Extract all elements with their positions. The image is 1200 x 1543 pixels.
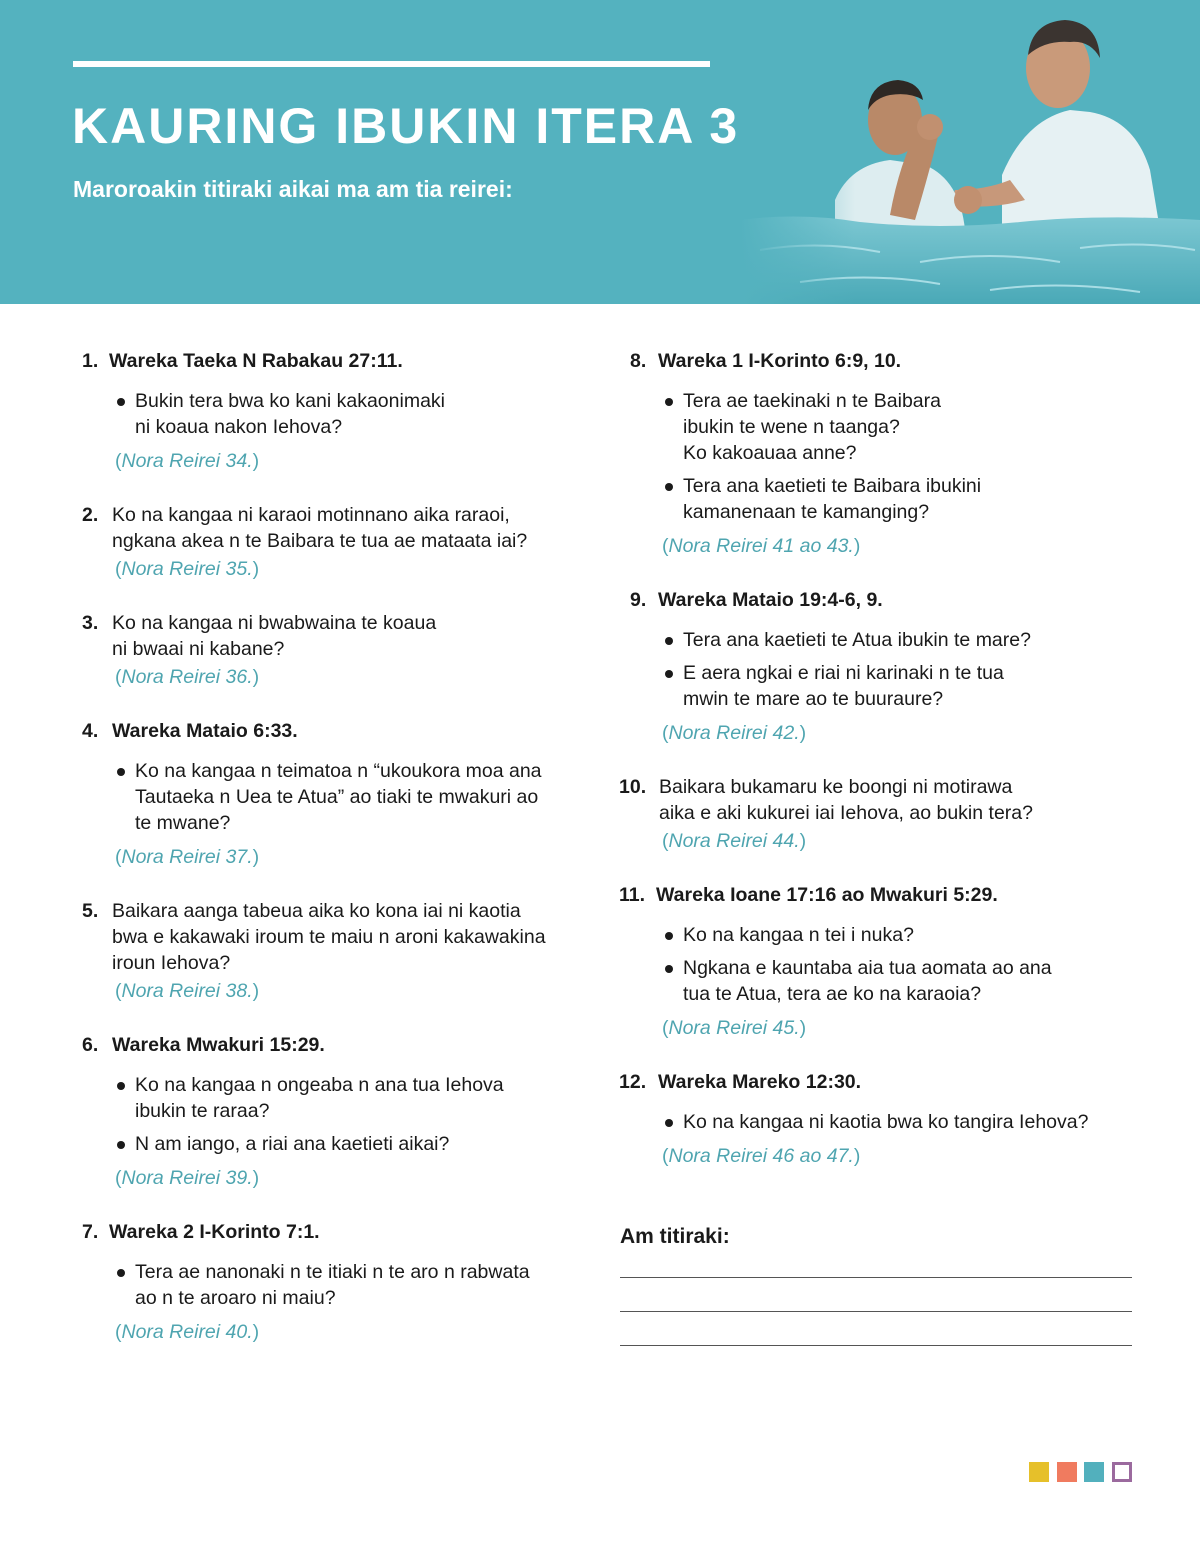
- question-12: [619, 1069, 1159, 1169]
- reference-link[interactable]: (Nora Reirei 44.): [662, 830, 807, 852]
- question-heading: Wareka Mataio 6:33.: [112, 720, 298, 742]
- question-bullet: Tera ae nanonaki n te itiaki n te aro n rabwata ao n te aroaro ni maiu?: [117, 1259, 602, 1311]
- question-heading: Wareka Mataio 19:4-6, 9.: [658, 589, 883, 611]
- bullet-icon: [117, 1269, 125, 1277]
- question-3: [82, 610, 602, 690]
- question-number: 8.: [630, 350, 647, 372]
- bullet-icon: [665, 932, 673, 940]
- question-bullet: Ko na kangaa n ongeaba n ana tua Iehova ibukin te raraa?: [117, 1072, 602, 1124]
- reference-link[interactable]: (Nora Reirei 45.): [662, 1017, 807, 1039]
- question-number: 12.: [619, 1071, 647, 1093]
- note-line[interactable]: [620, 1277, 1132, 1278]
- teal-square-icon: [1084, 1462, 1104, 1482]
- question-4: [82, 718, 602, 870]
- page-title: KAURING IBUKIN ITERA 3: [72, 98, 740, 154]
- notes-title: Am titiraki:: [620, 1225, 730, 1248]
- question-bullet: Ko na kangaa n tei i nuka?: [665, 922, 1159, 948]
- bullet-icon: [117, 768, 125, 776]
- bullet-icon: [665, 398, 673, 406]
- question-6: [82, 1032, 602, 1191]
- question-9: [619, 587, 1159, 746]
- reference-link[interactable]: (Nora Reirei 37.): [115, 846, 260, 868]
- question-heading: Wareka Mwakuri 15:29.: [112, 1034, 325, 1056]
- bullet-icon: [117, 398, 125, 406]
- question-bullet: Bukin tera bwa ko kani kakaonimaki ni koaua nakon Iehova?: [117, 388, 602, 440]
- question-2: [82, 502, 602, 582]
- note-line[interactable]: [620, 1345, 1132, 1346]
- question-8: [619, 348, 1159, 559]
- yellow-square-icon: [1029, 1462, 1049, 1482]
- bullet-icon: [665, 637, 673, 645]
- bullet-icon: [665, 670, 673, 678]
- bullet-icon: [117, 1082, 125, 1090]
- reference-link[interactable]: (Nora Reirei 41 ao 43.): [662, 535, 861, 557]
- question-bullet: Tera ana kaetieti te Baibara ibukini kamanenaan te kamanging?: [665, 473, 1159, 525]
- question-heading: Wareka Mareko 12:30.: [658, 1071, 862, 1093]
- question-number: 3.: [82, 612, 99, 634]
- question-heading: Baikara bukamaru ke boongi ni motirawa aika e aki kukurei iai Iehova, ao bukin tera?: [659, 776, 1033, 824]
- question-number: 9.: [630, 589, 647, 611]
- reference-link[interactable]: (Nora Reirei 46 ao 47.): [662, 1145, 861, 1167]
- question-heading: Ko na kangaa ni karaoi motinnano aika raraoi, ngkana akea n te Baibara te tua ae mataata iai?: [112, 504, 528, 552]
- question-number: 6.: [82, 1034, 99, 1056]
- question-heading: Baikara aanga tabeua aika ko kona iai ni kaotia bwa e kakawaki iroum te maiu n aroni kakawakina iroun Iehova?: [112, 900, 546, 974]
- bullet-icon: [665, 483, 673, 491]
- question-bullet: Ko na kangaa ni kaotia bwa ko tangira Iehova?: [665, 1109, 1159, 1135]
- orange-square-icon: [1057, 1462, 1077, 1482]
- question-number: 5.: [82, 900, 99, 922]
- question-bullet: Tera ae taekinaki n te Baibara ibukin te wene n taanga? Ko kakoauaa anne?: [665, 388, 1159, 466]
- reference-link[interactable]: (Nora Reirei 38.): [115, 980, 260, 1002]
- reference-link[interactable]: (Nora Reirei 35.): [115, 558, 260, 580]
- left-column: [82, 348, 602, 1345]
- note-line[interactable]: [620, 1311, 1132, 1312]
- question-11: [619, 882, 1159, 1041]
- question-bullet: Ko na kangaa n teimatoa n “ukoukora moa ana Tautaeka n Uea te Atua” ao tiaki te mwakuri ao te mwane?: [117, 758, 602, 836]
- question-heading: Wareka 2 I-Korinto 7:1.: [109, 1221, 320, 1243]
- question-heading: Wareka Ioane 17:16 ao Mwakuri 5:29.: [656, 884, 998, 906]
- header-banner: [0, 0, 1200, 304]
- reference-link[interactable]: (Nora Reirei 39.): [115, 1167, 260, 1189]
- reference-link[interactable]: (Nora Reirei 36.): [115, 666, 260, 688]
- question-heading: Ko na kangaa ni bwabwaina te koaua ni bwaai ni kabane?: [112, 612, 437, 660]
- purple-outline-square-icon: [1112, 1462, 1132, 1482]
- question-number: 2.: [82, 504, 99, 526]
- question-bullet: Ngkana e kauntaba aia tua aomata ao ana tua te Atua, tera ae ko na karaoia?: [665, 955, 1159, 1007]
- baptism-illustration: [740, 0, 1200, 304]
- reference-link[interactable]: (Nora Reirei 34.): [115, 450, 260, 472]
- color-squares: [1029, 1462, 1133, 1482]
- page-subtitle: Maroroakin titiraki aikai ma am tia reirei:: [73, 176, 513, 202]
- question-7: [82, 1219, 602, 1345]
- question-10: [619, 774, 1159, 854]
- bullet-icon: [665, 1119, 673, 1127]
- question-bullet: N am iango, a riai ana kaetieti aikai?: [117, 1131, 602, 1157]
- question-number: 4.: [82, 720, 99, 742]
- question-heading: Wareka 1 I-Korinto 6:9, 10.: [658, 350, 902, 372]
- bullet-icon: [665, 965, 673, 973]
- question-number: 7.: [82, 1221, 99, 1243]
- question-heading: Wareka Taeka N Rabakau 27:11.: [109, 350, 403, 372]
- question-5: [82, 898, 602, 1004]
- question-1: [82, 348, 602, 474]
- question-number: 11.: [619, 884, 646, 906]
- question-number: 1.: [82, 350, 99, 372]
- question-bullet: Tera ana kaetieti te Atua ibukin te mare?: [665, 627, 1159, 653]
- question-bullet: E aera ngkai e riai ni karinaki n te tua mwin te mare ao te buuraure?: [665, 660, 1159, 712]
- header-rule: [73, 61, 710, 67]
- reference-link[interactable]: (Nora Reirei 42.): [662, 722, 807, 744]
- bullet-icon: [117, 1141, 125, 1149]
- reference-link[interactable]: (Nora Reirei 40.): [115, 1321, 260, 1343]
- question-number: 10.: [619, 776, 647, 798]
- right-column: [619, 348, 1159, 1169]
